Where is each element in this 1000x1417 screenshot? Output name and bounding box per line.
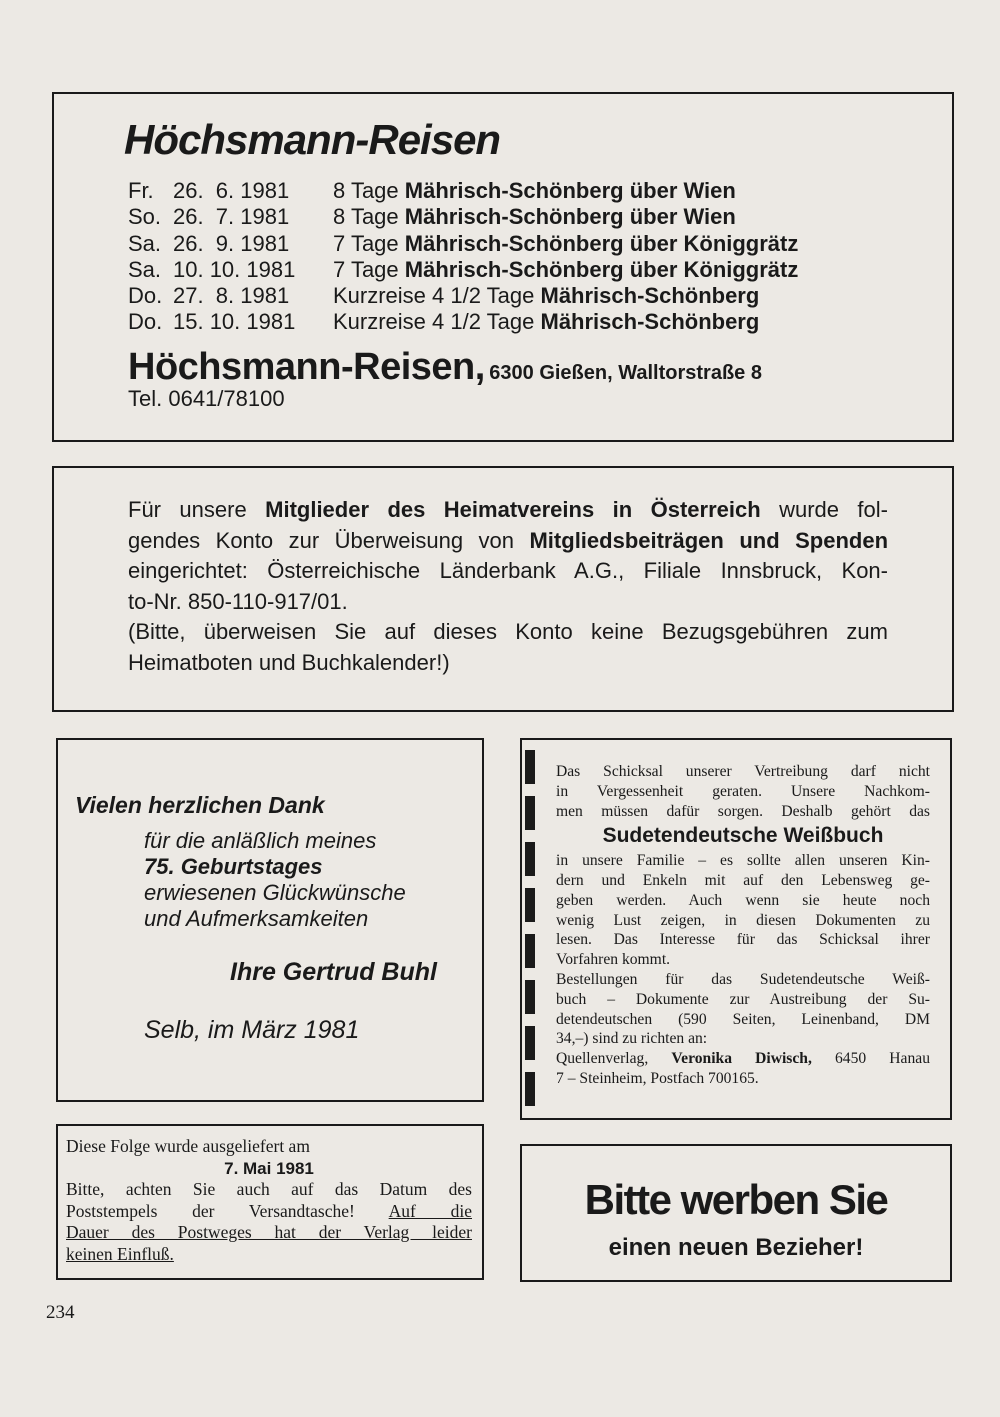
wb-line: 34,–) sind zu richten an:: [556, 1030, 708, 1048]
page-number: 234: [46, 1302, 75, 1323]
trip-date: 26. 6. 1981: [173, 178, 290, 203]
trip-prefix: 7 Tage: [333, 230, 405, 256]
delivery-underlined: Dauer des Postweges hat der Verlag leider: [66, 1222, 472, 1242]
wb-line: detendeutschen (590 Seiten, Leinenband, DM: [556, 1010, 930, 1028]
trip-row: [128, 257, 798, 283]
travel-ad-box: [52, 92, 954, 442]
delivery-line: [66, 1201, 472, 1223]
trip-row: [128, 204, 798, 230]
thanks-signature: Ihre Gertrud Buhl: [230, 958, 437, 986]
notice-line: Heimatboten und Buchkalender!): [128, 649, 450, 675]
wb-fragment: Quellenverlag,: [556, 1050, 672, 1068]
weissbuch-box: [520, 738, 952, 1120]
trip-row: [128, 283, 798, 309]
trip-day: So.: [128, 204, 162, 230]
wb-line: in Vergessenheit geraten. Unsere Nachkom-: [556, 782, 930, 800]
wb-line: 7 – Steinheim, Postfach 700165.: [556, 1069, 759, 1087]
trip-prefix: Kurzreise 4 1/2 Tage: [333, 309, 541, 335]
trip-prefix: 7 Tage: [333, 256, 405, 282]
delivery-date: 7. Mai 1981: [224, 1158, 314, 1178]
delivery-line-wrap: [66, 1244, 472, 1266]
wb-line: wenig Lust zeigen, in diesen Dokumenten zu: [556, 911, 930, 929]
advertise-headline: Bitte werben Sie: [584, 1176, 888, 1223]
thanks-line: 75. Geburtstages: [144, 854, 323, 879]
wb-heading: Sudetendeutsche Weißbuch: [602, 824, 884, 848]
thanks-box: [56, 738, 484, 1102]
advertise-subline: einen neuen Bezieher!: [608, 1234, 864, 1261]
trip-prefix: Kurzreise 4 1/2 Tage: [333, 283, 541, 309]
thanks-line: und Aufmerksamkeiten: [144, 906, 369, 931]
trip-day: Sa.: [128, 256, 162, 282]
delivery-line: Bitte, achten Sie auch auf das Datum des: [66, 1179, 472, 1199]
weissbuch-text: [556, 762, 930, 1089]
notice-highlight: Mitglieder des Heimatvereins in Österreich: [265, 497, 761, 522]
trip-day: Sa.: [128, 230, 162, 256]
thanks-heading: Vielen herzlichen Dank: [75, 792, 325, 818]
trip-date: 10. 10. 1981: [173, 256, 296, 282]
trip-date: 26. 9. 1981: [173, 230, 290, 256]
notice-fragment: gendes Konto zur Überweisung von: [128, 527, 530, 553]
trip-date: 15. 10. 1981: [173, 309, 296, 335]
wb-line: [556, 1049, 930, 1069]
advertise-box: [520, 1144, 952, 1282]
delivery-notice-text: [66, 1136, 472, 1265]
account-notice-box: [52, 466, 954, 712]
trip-destination: Mährisch-Schönberg über Königgrätz: [404, 230, 799, 256]
trip-prefix: 8 Tage: [333, 204, 405, 230]
delivery-underlined: keinen Einfluß.: [66, 1243, 174, 1264]
notice-line: (Bitte, überweisen Sie auf dieses Konto keine Bezugsgebühren zum: [128, 619, 888, 644]
wb-publisher: Veronika Diwisch,: [671, 1050, 812, 1068]
ad-title: Höchsmann-Reisen: [124, 116, 501, 163]
wb-line: Bestellungen für das Sudetendeutsche Weiß-: [556, 970, 930, 988]
trip-destination: Mährisch-Schönberg: [540, 283, 760, 309]
wb-line: Vorfahren kommt.: [556, 951, 671, 969]
notice-fragment: Für unsere: [128, 497, 266, 522]
trip-row: [128, 309, 798, 335]
decorative-bars: [525, 750, 535, 1120]
trip-date: 27. 8. 1981: [173, 283, 290, 309]
trip-destination: Mährisch-Schönberg: [540, 309, 760, 335]
wb-line: lesen. Das Interesse für das Schicksal ihrer: [556, 931, 930, 949]
company-address: 6300 Gießen, Walltorstraße 8: [489, 362, 762, 384]
wb-line: buch – Dokumente zur Austreibung der Su-: [556, 990, 930, 1008]
trip-prefix: 8 Tage: [333, 178, 405, 203]
delivery-underlined: Auf die: [388, 1200, 472, 1221]
trip-destination: Mährisch-Schönberg über Wien: [404, 178, 736, 203]
notice-line: [128, 526, 888, 557]
ad-footer: [128, 346, 762, 389]
trip-day: Fr.: [128, 178, 154, 203]
notice-fragment: wurde fol-: [760, 497, 888, 522]
account-notice-text: [128, 495, 888, 678]
delivery-fragment: Poststempels der Versandtasche!: [66, 1200, 389, 1221]
notice-line: to-Nr. 850-110-917/01.: [128, 588, 348, 614]
thanks-line: für die anläßlich meines: [144, 828, 377, 853]
wb-line: geben werden. Auch wenn sie heute noch: [556, 891, 930, 909]
wb-line: men müssen dafür sorgen. Deshalb gehört das: [556, 802, 930, 820]
wb-line: Das Schicksal unserer Vertreibung darf nicht: [556, 763, 930, 780]
trip-day: Do.: [128, 309, 163, 335]
notice-highlight: Mitgliedsbeiträgen und Spenden: [529, 527, 889, 553]
notice-line: [128, 495, 888, 526]
wb-line: in unsere Familie – es sollte allen unseren Kin-: [556, 852, 930, 870]
delivery-notice-box: [56, 1124, 484, 1280]
company-name: Höchsmann-Reisen,: [128, 346, 485, 388]
notice-line: eingerichtet: Österreichische Länderbank A.G., Filiale Innsbruck, Kon-: [128, 558, 888, 583]
thanks-line: erwiesenen Glückwünsche: [144, 880, 406, 905]
trip-date: 26. 7. 1981: [173, 204, 290, 230]
trip-row: [128, 231, 798, 257]
wb-fragment: 6450 Hanau: [811, 1050, 930, 1068]
company-phone: Tel. 0641/78100: [128, 386, 285, 411]
trip-destination: Mährisch-Schönberg über Königgrätz: [404, 256, 799, 282]
wb-line: dern und Enkeln mit auf den Lebensweg ge-: [556, 871, 930, 889]
trip-list: [128, 178, 798, 336]
trip-day: Do.: [128, 283, 163, 309]
trip-row: [128, 178, 798, 204]
delivery-line: Diese Folge wurde ausgeliefert am: [66, 1136, 310, 1156]
thanks-place-date: Selb, im März 1981: [144, 1016, 360, 1044]
trip-destination: Mährisch-Schönberg über Wien: [404, 204, 736, 230]
